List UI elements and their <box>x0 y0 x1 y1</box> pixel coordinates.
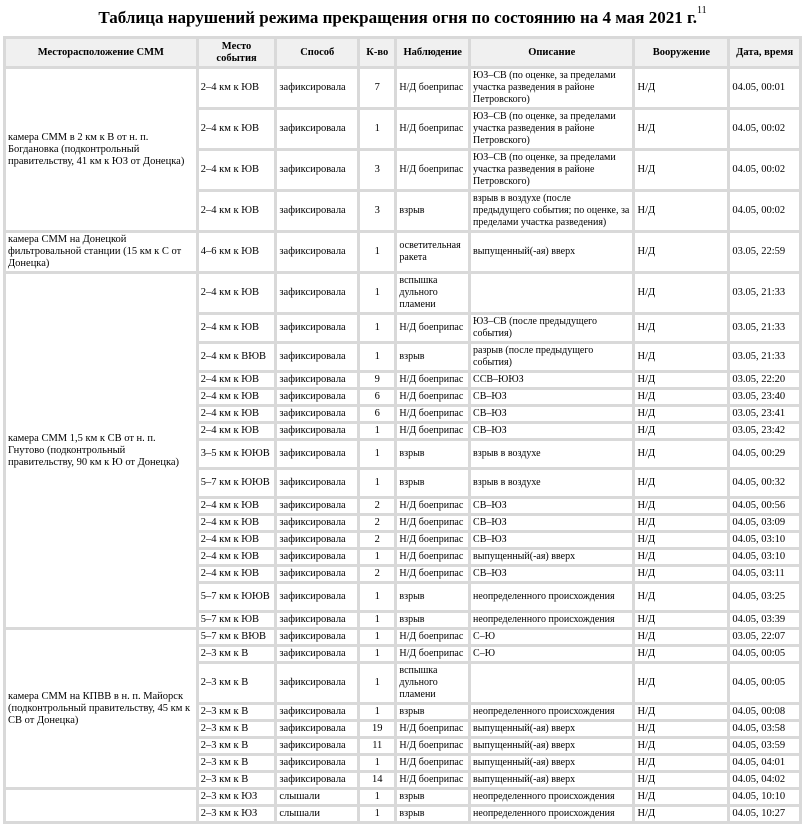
weapon-cell: Н/Д <box>635 192 727 230</box>
observation-cell: вспышка дульного пламени <box>397 664 468 702</box>
observation-cell: взрыв <box>397 613 468 627</box>
observation-cell: Н/Д боеприпас <box>397 110 468 148</box>
quantity-cell: 1 <box>360 441 394 467</box>
observation-cell: Н/Д боеприпас <box>397 315 468 341</box>
description-cell: ССВ–ЮЮЗ <box>471 373 632 387</box>
datetime-cell: 04.05, 00:08 <box>730 705 799 719</box>
description-cell: взрыв в воздухе <box>471 441 632 467</box>
datetime-cell: 03.05, 23:40 <box>730 390 799 404</box>
method-cell: зафиксировала <box>277 664 357 702</box>
method-cell: слышали <box>277 807 357 821</box>
method-cell: зафиксировала <box>277 390 357 404</box>
event-place-cell: 2–3 км к В <box>199 739 275 753</box>
col-header-weapon: Вооружение <box>635 39 727 66</box>
quantity-cell: 14 <box>360 773 394 787</box>
event-place-cell: 2–4 км к ЮВ <box>199 151 275 189</box>
quantity-cell: 1 <box>360 344 394 370</box>
quantity-cell: 11 <box>360 739 394 753</box>
weapon-cell: Н/Д <box>635 739 727 753</box>
description-cell <box>471 274 632 312</box>
event-place-cell: 2–3 км к В <box>199 647 275 661</box>
method-cell: зафиксировала <box>277 441 357 467</box>
event-place-cell: 2–3 км к ЮЗ <box>199 790 275 804</box>
observation-cell: Н/Д боеприпас <box>397 424 468 438</box>
observation-cell: Н/Д боеприпас <box>397 151 468 189</box>
event-place-cell: 2–4 км к ЮВ <box>199 407 275 421</box>
quantity-cell: 1 <box>360 584 394 610</box>
description-cell: неопределенного происхождения <box>471 584 632 610</box>
weapon-cell: Н/Д <box>635 790 727 804</box>
datetime-cell: 03.05, 22:59 <box>730 233 799 271</box>
event-place-cell: 4–6 км к ЮВ <box>199 233 275 271</box>
method-cell: зафиксировала <box>277 344 357 370</box>
observation-cell: Н/Д боеприпас <box>397 407 468 421</box>
event-place-cell: 2–4 км к ЮВ <box>199 274 275 312</box>
col-header-method: Способ <box>277 39 357 66</box>
datetime-cell: 04.05, 00:56 <box>730 499 799 513</box>
event-place-cell: 2–4 км к ВЮВ <box>199 344 275 370</box>
table-body <box>6 69 799 821</box>
quantity-cell: 1 <box>360 756 394 770</box>
quantity-cell: 1 <box>360 315 394 341</box>
datetime-cell: 04.05, 04:01 <box>730 756 799 770</box>
observation-cell: Н/Д боеприпас <box>397 390 468 404</box>
quantity-cell: 6 <box>360 390 394 404</box>
quantity-cell: 1 <box>360 790 394 804</box>
description-cell: выпущенный(-ая) вверх <box>471 722 632 736</box>
weapon-cell: Н/Д <box>635 550 727 564</box>
datetime-cell: 04.05, 00:02 <box>730 151 799 189</box>
method-cell: зафиксировала <box>277 516 357 530</box>
description-cell: выпущенный(-ая) вверх <box>471 233 632 271</box>
method-cell: зафиксировала <box>277 773 357 787</box>
description-cell: неопределенного происхождения <box>471 807 632 821</box>
datetime-cell: 04.05, 00:05 <box>730 664 799 702</box>
event-place-cell: 2–4 км к ЮВ <box>199 424 275 438</box>
observation-cell: Н/Д боеприпас <box>397 499 468 513</box>
observation-cell: взрыв <box>397 470 468 496</box>
method-cell: зафиксировала <box>277 756 357 770</box>
method-cell: зафиксировала <box>277 407 357 421</box>
observation-cell: Н/Д боеприпас <box>397 516 468 530</box>
description-cell: СВ–ЮЗ <box>471 567 632 581</box>
method-cell: зафиксировала <box>277 567 357 581</box>
method-cell: зафиксировала <box>277 151 357 189</box>
description-cell: выпущенный(-ая) вверх <box>471 550 632 564</box>
datetime-cell: 04.05, 03:10 <box>730 533 799 547</box>
weapon-cell: Н/Д <box>635 664 727 702</box>
description-cell <box>471 664 632 702</box>
datetime-cell: 03.05, 23:41 <box>730 407 799 421</box>
event-place-cell: 2–4 км к ЮВ <box>199 315 275 341</box>
description-cell: ЮЗ–СВ (по оценке, за пределами участка разведения в районе Петровского) <box>471 69 632 107</box>
quantity-cell: 1 <box>360 807 394 821</box>
description-cell: СВ–ЮЗ <box>471 424 632 438</box>
event-place-cell: 2–4 км к ЮВ <box>199 110 275 148</box>
violations-table <box>3 36 802 824</box>
title-text: Таблица нарушений режима прекращения огня по состоянию на 4 мая 2021 г. <box>98 8 698 27</box>
observation-cell: Н/Д боеприпас <box>397 550 468 564</box>
event-place-cell: 2–4 км к ЮВ <box>199 69 275 107</box>
event-place-cell: 2–4 км к ЮВ <box>199 373 275 387</box>
observation-cell: Н/Д боеприпас <box>397 756 468 770</box>
quantity-cell: 1 <box>360 470 394 496</box>
datetime-cell: 03.05, 22:07 <box>730 630 799 644</box>
quantity-cell: 3 <box>360 192 394 230</box>
smm-location-cell: камера СММ в 2 км к В от н. п. Богдановка (подконтрольный правительству, 41 км к ЮЗ от Донецка) <box>6 69 196 230</box>
method-cell: зафиксировала <box>277 722 357 736</box>
header-row <box>6 39 799 66</box>
description-cell: СВ–ЮЗ <box>471 533 632 547</box>
event-place-cell: 2–4 км к ЮВ <box>199 516 275 530</box>
observation-cell: Н/Д боеприпас <box>397 722 468 736</box>
description-cell: неопределенного происхождения <box>471 613 632 627</box>
observation-cell: Н/Д боеприпас <box>397 739 468 753</box>
method-cell: зафиксировала <box>277 110 357 148</box>
col-header-datetime: Дата, время <box>730 39 799 66</box>
observation-cell: взрыв <box>397 705 468 719</box>
method-cell: зафиксировала <box>277 373 357 387</box>
table-row <box>6 274 799 312</box>
datetime-cell: 04.05, 00:05 <box>730 647 799 661</box>
observation-cell: взрыв <box>397 344 468 370</box>
method-cell: зафиксировала <box>277 630 357 644</box>
col-header-qty: К-во <box>360 39 394 66</box>
datetime-cell: 03.05, 23:42 <box>730 424 799 438</box>
observation-cell: Н/Д боеприпас <box>397 647 468 661</box>
weapon-cell: Н/Д <box>635 441 727 467</box>
method-cell: зафиксировала <box>277 739 357 753</box>
observation-cell: Н/Д боеприпас <box>397 773 468 787</box>
table-row <box>6 790 799 804</box>
description-cell: неопределенного происхождения <box>471 705 632 719</box>
description-cell: СВ–ЮЗ <box>471 407 632 421</box>
event-place-cell: 3–5 км к ЮЮВ <box>199 441 275 467</box>
quantity-cell: 9 <box>360 373 394 387</box>
quantity-cell: 2 <box>360 499 394 513</box>
datetime-cell: 04.05, 03:59 <box>730 739 799 753</box>
smm-location-cell: камера СММ на Донецкой фильтровальной станции (15 км к С от Донецка) <box>6 233 196 271</box>
page-title <box>0 0 805 36</box>
description-cell: СВ–ЮЗ <box>471 516 632 530</box>
method-cell: зафиксировала <box>277 705 357 719</box>
weapon-cell: Н/Д <box>635 647 727 661</box>
datetime-cell: 04.05, 03:10 <box>730 550 799 564</box>
table-row <box>6 630 799 644</box>
description-cell: выпущенный(-ая) вверх <box>471 739 632 753</box>
method-cell: зафиксировала <box>277 533 357 547</box>
method-cell: зафиксировала <box>277 233 357 271</box>
method-cell: зафиксировала <box>277 69 357 107</box>
description-cell: неопределенного происхождения <box>471 790 632 804</box>
datetime-cell: 04.05, 03:09 <box>730 516 799 530</box>
datetime-cell: 04.05, 00:29 <box>730 441 799 467</box>
col-header-description: Описание <box>471 39 632 66</box>
quantity-cell: 1 <box>360 630 394 644</box>
weapon-cell: Н/Д <box>635 499 727 513</box>
table-row <box>6 233 799 271</box>
weapon-cell: Н/Д <box>635 533 727 547</box>
weapon-cell: Н/Д <box>635 274 727 312</box>
observation-cell: взрыв <box>397 790 468 804</box>
method-cell: зафиксировала <box>277 192 357 230</box>
method-cell: зафиксировала <box>277 499 357 513</box>
col-header-place: Место события <box>199 39 275 66</box>
event-place-cell: 5–7 км к ВЮВ <box>199 630 275 644</box>
weapon-cell: Н/Д <box>635 756 727 770</box>
observation-cell: взрыв <box>397 584 468 610</box>
method-cell: зафиксировала <box>277 550 357 564</box>
observation-cell: Н/Д боеприпас <box>397 69 468 107</box>
datetime-cell: 04.05, 00:01 <box>730 69 799 107</box>
description-cell: СВ–ЮЗ <box>471 499 632 513</box>
weapon-cell: Н/Д <box>635 69 727 107</box>
quantity-cell: 7 <box>360 69 394 107</box>
smm-location-cell: камера СММ на КПВВ в н. п. Майорск (подконтрольный правительству, 45 км к СВ от Донецка) <box>6 630 196 787</box>
weapon-cell: Н/Д <box>635 584 727 610</box>
description-cell: ЮЗ–СВ (после предыдущего события) <box>471 315 632 341</box>
footnote-ref[interactable]: 11 <box>697 5 707 16</box>
description-cell: выпущенный(-ая) вверх <box>471 773 632 787</box>
datetime-cell: 04.05, 04:02 <box>730 773 799 787</box>
col-header-location: Месторасположение СММ <box>6 39 196 66</box>
weapon-cell: Н/Д <box>635 233 727 271</box>
method-cell: зафиксировала <box>277 470 357 496</box>
datetime-cell: 04.05, 10:27 <box>730 807 799 821</box>
event-place-cell: 2–3 км к В <box>199 773 275 787</box>
event-place-cell: 2–3 км к В <box>199 722 275 736</box>
weapon-cell: Н/Д <box>635 613 727 627</box>
observation-cell: взрыв <box>397 441 468 467</box>
datetime-cell: 04.05, 00:02 <box>730 192 799 230</box>
quantity-cell: 1 <box>360 664 394 702</box>
weapon-cell: Н/Д <box>635 567 727 581</box>
quantity-cell: 1 <box>360 274 394 312</box>
smm-location-cell: камера СММ 1,5 км к СВ от н. п. Гнутово (подконтрольный правительству, 90 км к Ю от Донецка) <box>6 274 196 627</box>
event-place-cell: 2–4 км к ЮВ <box>199 550 275 564</box>
observation-cell: взрыв <box>397 807 468 821</box>
datetime-cell: 04.05, 10:10 <box>730 790 799 804</box>
quantity-cell: 1 <box>360 705 394 719</box>
description-cell: взрыв в воздухе <box>471 470 632 496</box>
weapon-cell: Н/Д <box>635 630 727 644</box>
datetime-cell: 04.05, 00:32 <box>730 470 799 496</box>
weapon-cell: Н/Д <box>635 773 727 787</box>
datetime-cell: 04.05, 03:39 <box>730 613 799 627</box>
event-place-cell: 2–3 км к ЮЗ <box>199 807 275 821</box>
event-place-cell: 2–4 км к ЮВ <box>199 567 275 581</box>
quantity-cell: 1 <box>360 110 394 148</box>
event-place-cell: 5–7 км к ЮЮВ <box>199 584 275 610</box>
datetime-cell: 03.05, 21:33 <box>730 274 799 312</box>
observation-cell: взрыв <box>397 192 468 230</box>
observation-cell: Н/Д боеприпас <box>397 567 468 581</box>
quantity-cell: 1 <box>360 647 394 661</box>
method-cell: слышали <box>277 790 357 804</box>
observation-cell: Н/Д боеприпас <box>397 630 468 644</box>
method-cell: зафиксировала <box>277 584 357 610</box>
method-cell: зафиксировала <box>277 424 357 438</box>
description-cell: С–Ю <box>471 647 632 661</box>
weapon-cell: Н/Д <box>635 516 727 530</box>
quantity-cell: 1 <box>360 613 394 627</box>
description-cell: С–Ю <box>471 630 632 644</box>
datetime-cell: 04.05, 03:58 <box>730 722 799 736</box>
quantity-cell: 2 <box>360 533 394 547</box>
weapon-cell: Н/Д <box>635 705 727 719</box>
quantity-cell: 1 <box>360 233 394 271</box>
quantity-cell: 3 <box>360 151 394 189</box>
weapon-cell: Н/Д <box>635 407 727 421</box>
event-place-cell: 2–3 км к В <box>199 664 275 702</box>
description-cell: ЮЗ–СВ (по оценке, за пределами участка разведения в районе Петровского) <box>471 110 632 148</box>
weapon-cell: Н/Д <box>635 390 727 404</box>
col-header-observation: Наблюдение <box>397 39 468 66</box>
event-place-cell: 2–4 км к ЮВ <box>199 499 275 513</box>
quantity-cell: 1 <box>360 424 394 438</box>
smm-location-cell <box>6 790 196 821</box>
datetime-cell: 04.05, 03:25 <box>730 584 799 610</box>
datetime-cell: 03.05, 21:33 <box>730 315 799 341</box>
description-cell: ЮЗ–СВ (по оценке, за пределами участка разведения в районе Петровского) <box>471 151 632 189</box>
weapon-cell: Н/Д <box>635 470 727 496</box>
event-place-cell: 2–4 км к ЮВ <box>199 192 275 230</box>
datetime-cell: 03.05, 21:33 <box>730 344 799 370</box>
weapon-cell: Н/Д <box>635 151 727 189</box>
observation-cell: Н/Д боеприпас <box>397 533 468 547</box>
observation-cell: вспышка дульного пламени <box>397 274 468 312</box>
quantity-cell: 19 <box>360 722 394 736</box>
datetime-cell: 04.05, 03:11 <box>730 567 799 581</box>
observation-cell: осветительная ракета <box>397 233 468 271</box>
description-cell: разрыв (после предыдущего события) <box>471 344 632 370</box>
weapon-cell: Н/Д <box>635 424 727 438</box>
event-place-cell: 5–7 км к ЮВ <box>199 613 275 627</box>
weapon-cell: Н/Д <box>635 722 727 736</box>
method-cell: зафиксировала <box>277 274 357 312</box>
event-place-cell: 2–3 км к В <box>199 756 275 770</box>
datetime-cell: 04.05, 00:02 <box>730 110 799 148</box>
method-cell: зафиксировала <box>277 315 357 341</box>
quantity-cell: 1 <box>360 550 394 564</box>
event-place-cell: 2–4 км к ЮВ <box>199 390 275 404</box>
observation-cell: Н/Д боеприпас <box>397 373 468 387</box>
weapon-cell: Н/Д <box>635 344 727 370</box>
description-cell: СВ–ЮЗ <box>471 390 632 404</box>
event-place-cell: 2–3 км к В <box>199 705 275 719</box>
weapon-cell: Н/Д <box>635 807 727 821</box>
quantity-cell: 2 <box>360 567 394 581</box>
weapon-cell: Н/Д <box>635 110 727 148</box>
datetime-cell: 03.05, 22:20 <box>730 373 799 387</box>
quantity-cell: 2 <box>360 516 394 530</box>
quantity-cell: 6 <box>360 407 394 421</box>
event-place-cell: 5–7 км к ЮЮВ <box>199 470 275 496</box>
weapon-cell: Н/Д <box>635 373 727 387</box>
event-place-cell: 2–4 км к ЮВ <box>199 533 275 547</box>
description-cell: взрыв в воздухе (после предыдущего события; по оценке, за пределами участка разведения) <box>471 192 632 230</box>
method-cell: зафиксировала <box>277 613 357 627</box>
weapon-cell: Н/Д <box>635 315 727 341</box>
description-cell: выпущенный(-ая) вверх <box>471 756 632 770</box>
method-cell: зафиксировала <box>277 647 357 661</box>
table-row <box>6 69 799 107</box>
